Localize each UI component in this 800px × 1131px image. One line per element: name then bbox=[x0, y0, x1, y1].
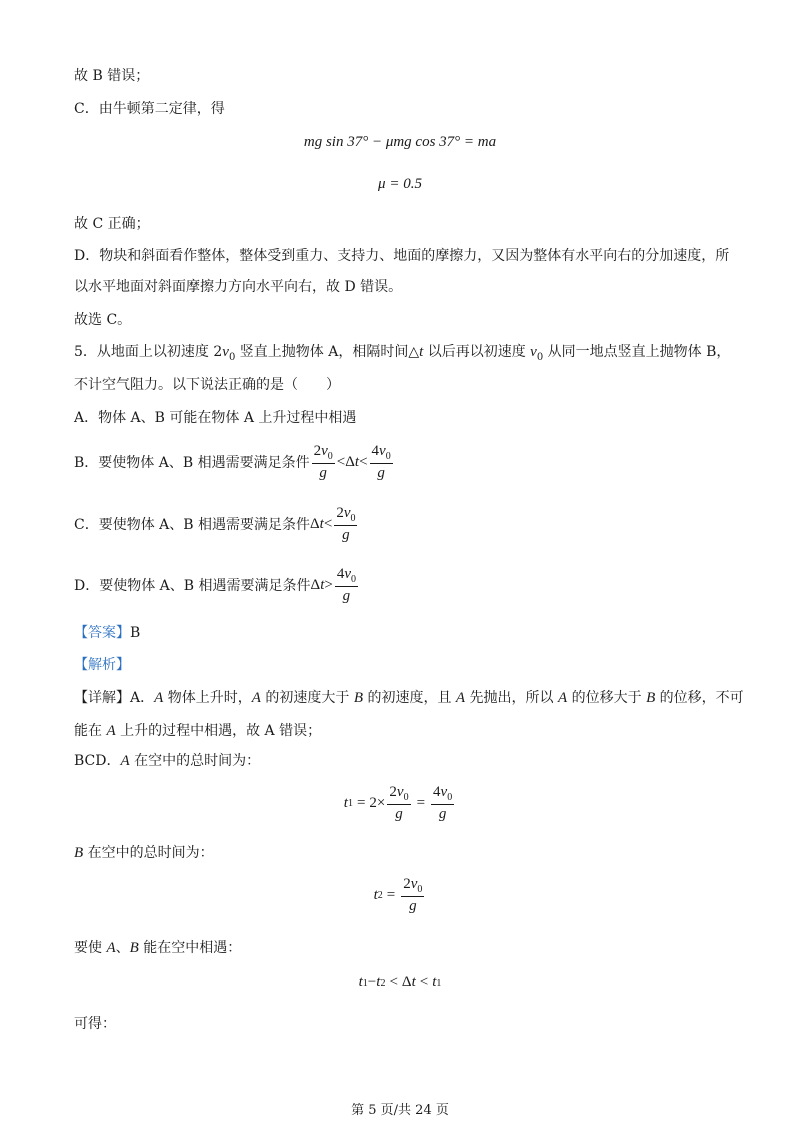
subscript: 0 bbox=[327, 451, 333, 462]
subscript: 2 bbox=[377, 889, 383, 901]
detail-text: 的位移大于 bbox=[567, 690, 647, 706]
detail-text: 能在 bbox=[74, 723, 107, 739]
detail-text: 物体上升时， bbox=[163, 690, 252, 706]
subscript: 0 bbox=[417, 884, 423, 895]
fraction-4v0-over-g bbox=[335, 566, 358, 605]
detail-line-gain: 可得： bbox=[74, 1016, 116, 1032]
detail-tag: 【详解】 bbox=[74, 690, 130, 706]
q5-part: 以后再以初速度 bbox=[427, 344, 526, 360]
subscript: 0 bbox=[403, 792, 409, 803]
symbol-t: t bbox=[320, 576, 325, 593]
detail-text: BCD． bbox=[74, 753, 121, 769]
symbol-g: g bbox=[319, 465, 327, 481]
subscript: 0 bbox=[228, 351, 236, 363]
detail-line-1 bbox=[74, 688, 744, 708]
detail-text: 在空中的总时间为： bbox=[83, 845, 214, 861]
fraction-4v0-over-g bbox=[431, 784, 454, 823]
symbol-a: A bbox=[120, 753, 130, 769]
symbol-v: v bbox=[440, 784, 448, 800]
detail-line-b bbox=[74, 843, 214, 863]
less-than: < bbox=[389, 974, 398, 990]
symbol-a: A bbox=[557, 690, 568, 706]
text-line: 故 B 错误； bbox=[74, 68, 150, 84]
symbol-t: t bbox=[319, 515, 324, 532]
detail-line-meet bbox=[74, 938, 241, 958]
equation-t2 bbox=[0, 876, 800, 915]
symbol-b: B bbox=[129, 940, 139, 956]
fraction-2v0-over-g bbox=[401, 876, 424, 915]
symbol-v: v bbox=[343, 505, 351, 521]
coef: 2 bbox=[403, 876, 411, 892]
symbol-v: v bbox=[410, 876, 418, 892]
equation-newton: mg sin 37° − μmg cos 37° = ma bbox=[303, 134, 497, 150]
symbol-v: v bbox=[530, 344, 537, 360]
equals: = bbox=[416, 794, 426, 811]
detail-text: 要使 bbox=[74, 940, 107, 956]
coef: 2 bbox=[389, 784, 397, 800]
symbol-v: v bbox=[321, 443, 328, 459]
answer-value: B bbox=[130, 625, 141, 641]
symbol-t: t bbox=[411, 974, 416, 990]
fraction-4v0-over-g bbox=[370, 443, 393, 482]
equation-mu: μ = 0.5 bbox=[378, 176, 422, 192]
less-than: < bbox=[359, 453, 368, 470]
symbol-t: t bbox=[373, 886, 378, 903]
symbol-a: A bbox=[106, 723, 116, 739]
minus: − bbox=[367, 974, 377, 990]
answer-line bbox=[74, 623, 140, 643]
fraction-2v0-over-g bbox=[334, 505, 357, 544]
subscript: 1 bbox=[347, 797, 353, 809]
greater-than: > bbox=[324, 576, 333, 593]
option-text: B．要使物体 A、B 相遇需要满足条件 bbox=[74, 455, 310, 472]
q5-part: 竖直上抛物体 A，相隔时间△ bbox=[239, 344, 420, 360]
detail-text: 先抛出，所以 bbox=[465, 690, 558, 706]
symbol-g: g bbox=[342, 588, 351, 604]
detail-text: 上升的过程中相遇，故 A 错误； bbox=[115, 723, 322, 739]
detail-line-3 bbox=[74, 751, 260, 771]
option-b bbox=[74, 443, 395, 482]
option-text: D．要使物体 A、B 相遇需要满足条件 bbox=[74, 578, 311, 595]
question-5-line-1 bbox=[74, 342, 730, 368]
subscript: 1 bbox=[362, 978, 368, 989]
subscript: 0 bbox=[350, 513, 356, 524]
detail-text: 的初速度大于 bbox=[260, 690, 354, 706]
symbol-g: g bbox=[438, 806, 447, 822]
option-c bbox=[74, 505, 359, 544]
option-a: A．物体 A、B 可能在物体 A 上升过程中相遇 bbox=[74, 410, 357, 426]
equation-t1 bbox=[0, 784, 800, 823]
symbol-g: g bbox=[395, 806, 403, 822]
delta: Δ bbox=[345, 453, 355, 470]
page-footer: 第 5 页/共 24 页 bbox=[351, 1103, 449, 1118]
symbol-t: t bbox=[354, 453, 360, 470]
symbol-v: v bbox=[379, 443, 386, 459]
analysis-tag: 【解析】 bbox=[74, 657, 130, 673]
equals: = bbox=[386, 886, 396, 903]
subscript: 2 bbox=[380, 978, 386, 989]
symbol-t: t bbox=[376, 974, 381, 990]
subscript: 0 bbox=[536, 351, 544, 363]
subscript: 0 bbox=[385, 451, 391, 462]
detail-text: 的位移，不可 bbox=[655, 690, 744, 706]
coef: 4 bbox=[433, 784, 441, 800]
symbol-a: A bbox=[455, 690, 466, 706]
equals: = bbox=[356, 794, 366, 811]
text-line: 故 C 正确； bbox=[74, 216, 150, 232]
symbol-t: t bbox=[358, 974, 363, 990]
answer-tag: 【答案】 bbox=[74, 625, 130, 641]
symbol-b: B bbox=[74, 845, 84, 861]
less-than: < bbox=[336, 453, 346, 470]
delta: Δ bbox=[310, 576, 321, 593]
coef: 4 bbox=[336, 566, 345, 582]
text-line: 故选 C。 bbox=[74, 312, 132, 328]
option-d bbox=[74, 566, 360, 605]
option-text: C．要使物体 A、B 相遇需要满足条件 bbox=[74, 517, 311, 534]
less-than: < bbox=[323, 515, 333, 532]
symbol-v: v bbox=[396, 784, 404, 800]
detail-text: 的初速度，且 bbox=[363, 690, 456, 706]
coef: 4 bbox=[371, 443, 380, 459]
symbol-t: t bbox=[432, 974, 437, 990]
symbol-a: A bbox=[154, 690, 164, 706]
delta: Δ bbox=[401, 974, 412, 990]
coef: 2× bbox=[369, 794, 386, 811]
detail-text: 在空中的总时间为： bbox=[129, 753, 261, 769]
q5-part: 从同一地点竖直上抛物体 B， bbox=[547, 344, 731, 360]
fraction-2v0-over-g bbox=[387, 784, 410, 823]
detail-text: 、 bbox=[115, 940, 130, 956]
less-than: < bbox=[419, 974, 429, 990]
delta: Δ bbox=[310, 515, 320, 532]
subscript: 0 bbox=[447, 792, 453, 803]
detail-line-2 bbox=[74, 721, 321, 741]
symbol-g: g bbox=[377, 465, 385, 481]
symbol-a: A bbox=[251, 690, 261, 706]
symbol-t: t bbox=[419, 344, 424, 360]
detail-text: A． bbox=[130, 690, 155, 706]
coef: 2 bbox=[336, 505, 344, 521]
subscript: 1 bbox=[436, 978, 442, 989]
symbol-b: B bbox=[646, 690, 656, 706]
symbol-v: v bbox=[222, 344, 229, 360]
symbol-b: B bbox=[353, 690, 363, 706]
equation-inequality bbox=[0, 974, 800, 991]
symbol-a: A bbox=[106, 940, 116, 956]
text-line: 以水平地面对斜面摩擦力方向水平向右，故 D 错误。 bbox=[74, 279, 403, 295]
fraction-2v0-over-g bbox=[312, 443, 335, 482]
symbol-g: g bbox=[342, 527, 350, 543]
symbol-g: g bbox=[409, 898, 417, 914]
coef: 2 bbox=[313, 443, 322, 459]
detail-text: 能在空中相遇： bbox=[138, 940, 242, 956]
text-line: D．物块和斜面看作整体，整体受到重力、支持力、地面的摩擦力，又因为整体有水平向右的分加速度，所 bbox=[74, 248, 730, 264]
symbol-v: v bbox=[344, 566, 351, 582]
question-5-line-2: 不计空气阻力。以下说法正确的是（ ） bbox=[74, 377, 340, 393]
text-line: C．由牛顿第二定律，得 bbox=[74, 101, 225, 117]
q5-part: 5．从地面上以初速度 2 bbox=[74, 344, 223, 360]
symbol-t: t bbox=[343, 794, 348, 811]
subscript: 0 bbox=[351, 574, 356, 585]
